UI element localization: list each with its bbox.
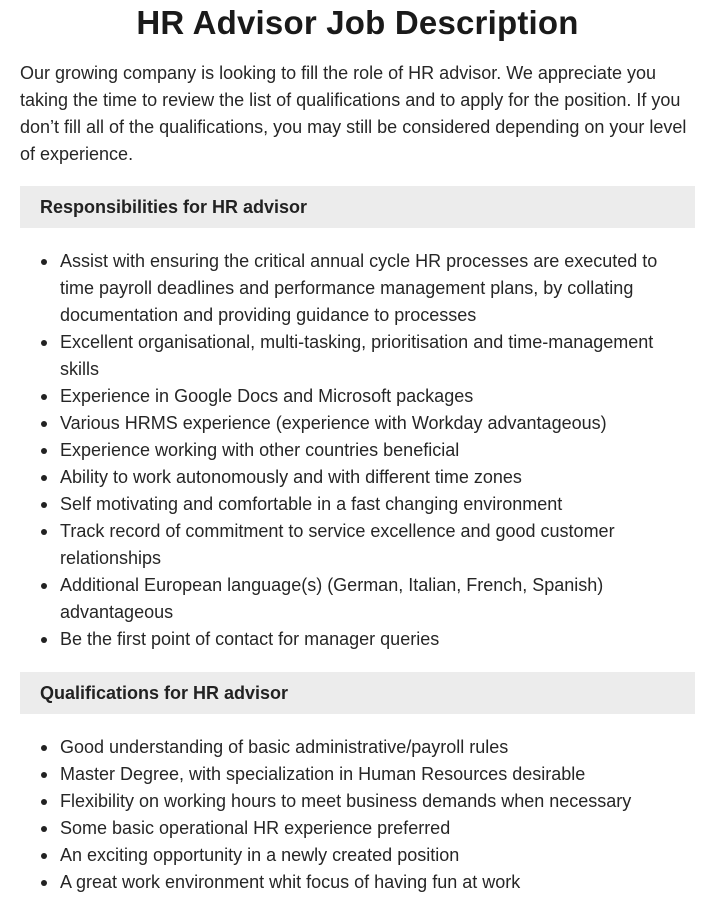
responsibility-text: Experience in Google Docs and Microsoft packages <box>60 386 474 406</box>
qualification-text: Flexibility on working hours to meet business demands when necessary <box>60 791 632 811</box>
responsibility-item <box>60 329 695 383</box>
responsibility-item <box>60 518 695 572</box>
bullet-icon <box>41 745 47 751</box>
bullet-icon <box>41 475 47 481</box>
responsibility-text: Be the first point of contact for manager queries <box>60 629 440 649</box>
qualification-item <box>60 761 695 788</box>
responsibility-item <box>60 383 695 410</box>
qualifications-list <box>20 734 695 896</box>
bullet-icon <box>41 853 47 859</box>
bullet-icon <box>41 394 47 400</box>
responsibility-item <box>60 464 695 491</box>
bullet-icon <box>41 583 47 589</box>
bullet-icon <box>41 421 47 427</box>
qualification-item <box>60 815 695 842</box>
intro-paragraph: Our growing company is looking to fill the role of HR advisor. We appreciate you taking the time to review the list of qualifications and to apply for the position. If you don’t fill all of the qualifications, you may still be considered depending on your level of experience. <box>20 63 687 164</box>
bullet-icon <box>41 340 47 346</box>
bullet-icon <box>41 637 47 643</box>
responsibility-item <box>60 437 695 464</box>
bullet-icon <box>41 772 47 778</box>
qualification-text: An exciting opportunity in a newly created position <box>60 845 460 865</box>
qualification-text: A great work environment whit focus of having fun at work <box>60 872 521 892</box>
responsibility-text: Various HRMS experience (experience with Workday advantageous) <box>60 413 607 433</box>
responsibility-item <box>60 572 695 626</box>
page-title: HR Advisor Job Description <box>136 4 579 41</box>
bullet-icon <box>41 799 47 805</box>
responsibility-text: Track record of commitment to service excellence and good customer relationships <box>60 521 615 568</box>
qualifications-heading: Qualifications for HR advisor <box>20 672 695 714</box>
responsibilities-list <box>20 248 695 653</box>
responsibility-text: Ability to work autonomously and with different time zones <box>60 467 522 487</box>
responsibility-text: Experience working with other countries beneficial <box>60 440 460 460</box>
qualification-text: Some basic operational HR experience preferred <box>60 818 451 838</box>
responsibility-text: Self motivating and comfortable in a fast changing environment <box>60 494 563 514</box>
bullet-icon <box>41 529 47 535</box>
bullet-icon <box>41 880 47 886</box>
bullet-icon <box>41 502 47 508</box>
bullet-icon <box>41 259 47 265</box>
responsibility-item <box>60 410 695 437</box>
qualification-text: Master Degree, with specialization in Human Resources desirable <box>60 764 586 784</box>
responsibilities-heading: Responsibilities for HR advisor <box>20 186 695 228</box>
qualification-item <box>60 788 695 815</box>
bullet-icon <box>41 448 47 454</box>
responsibility-item <box>60 491 695 518</box>
bullet-icon <box>41 826 47 832</box>
qualification-text: Good understanding of basic administrative/payroll rules <box>60 737 509 757</box>
responsibility-text: Excellent organisational, multi-tasking, prioritisation and time-management skills <box>60 332 654 379</box>
responsibility-text: Assist with ensuring the critical annual cycle HR processes are executed to time payroll deadlines and performance management plans, by collating documentation and providing guidance to processes <box>60 251 658 325</box>
responsibility-text: Additional European language(s) (German, Italian, French, Spanish) advantageous <box>60 575 604 622</box>
responsibility-item <box>60 626 695 653</box>
qualification-item <box>60 734 695 761</box>
qualification-item <box>60 842 695 869</box>
responsibility-item <box>60 248 695 329</box>
qualification-item <box>60 869 695 896</box>
